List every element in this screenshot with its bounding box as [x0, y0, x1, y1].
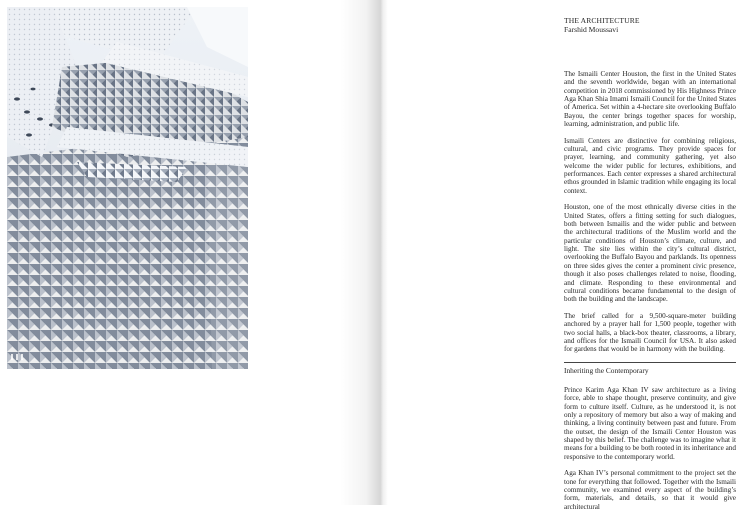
body-paragraph: The Ismaili Center Houston, the first in the United States and the seventh worldwide, began with an international competition in 2018 commissioned by His Highness Prince Aga Khan Shia Imami Ismaili Council for the United States of America. Set within a 4-hectare site overlooking Buffalo Bayou, the center brings together spaces for worship, learning, administration, and public life.	[564, 70, 736, 129]
subheading: Inheriting the Contemporary	[564, 365, 649, 375]
body-paragraph: The brief called for a 9,500-square-meter building anchored by a prayer hall for 1,500 people, together with two social halls, a black-box theater, classrooms, a library, and offices for the Ismaili Council for USA. It also asked for gardens that would be in harmony with the building.	[564, 311, 736, 354]
body-paragraph: Aga Khan IV’s personal commitment to the project set the tone for everything that followed. Together with the Ismaili community, we examined every aspect of the building’s form, materials, and details, so that it would give architectural	[564, 469, 736, 511]
author-name: Farshid Moussavi	[564, 25, 619, 34]
section-divider	[564, 362, 736, 363]
body-paragraph: Prince Karim Aga Khan IV saw architecture as a living force, able to shape thought, preserve continuity, and give form to culture itself. Culture, as he understood it, is not only a repository of memory but also a way of making and thinking, a living continuity between past and future. From the outset, the design of the Ismaili Center Houston was shaped by this belief. The challenge was to imagine what it means for a building to be both rooted in its inheritance and responsive to the contemporary world.	[564, 385, 736, 461]
left-page	[0, 0, 375, 505]
body-paragraph: Ismaili Centers are distinctive for combining religious, cultural, and civic programs. They provide spaces for prayer, learning, and community gathering, yet also welcome the wider public for lectures, exhibitions, and performances. Each center expresses a shared architectural ethos grounded in Islamic tradition while engaging its local context.	[564, 136, 736, 195]
architecture-photo-icon	[7, 7, 248, 369]
body-paragraph: Houston, one of the most ethnically diverse cities in the United States, offers a fitting setting for such dialogues, both between Ismailis and the wider public and between the architectural traditions of the Muslim world and the particular conditions of Houston’s climate, culture, and light. The site lies within the city’s cultural district, overlooking the Buffalo Bayou and parklands. Its openness on three sides gives the center a prominent civic presence, though it also poses challenges related to noise, flooding, and climate. Responding to these environmental and cultural conditions became fundamental to the design of both the building and the landscape.	[564, 203, 736, 304]
facade-pattern	[7, 7, 248, 369]
section-title: THE ARCHITECTURE	[564, 16, 640, 25]
article-text-column	[564, 16, 736, 519]
